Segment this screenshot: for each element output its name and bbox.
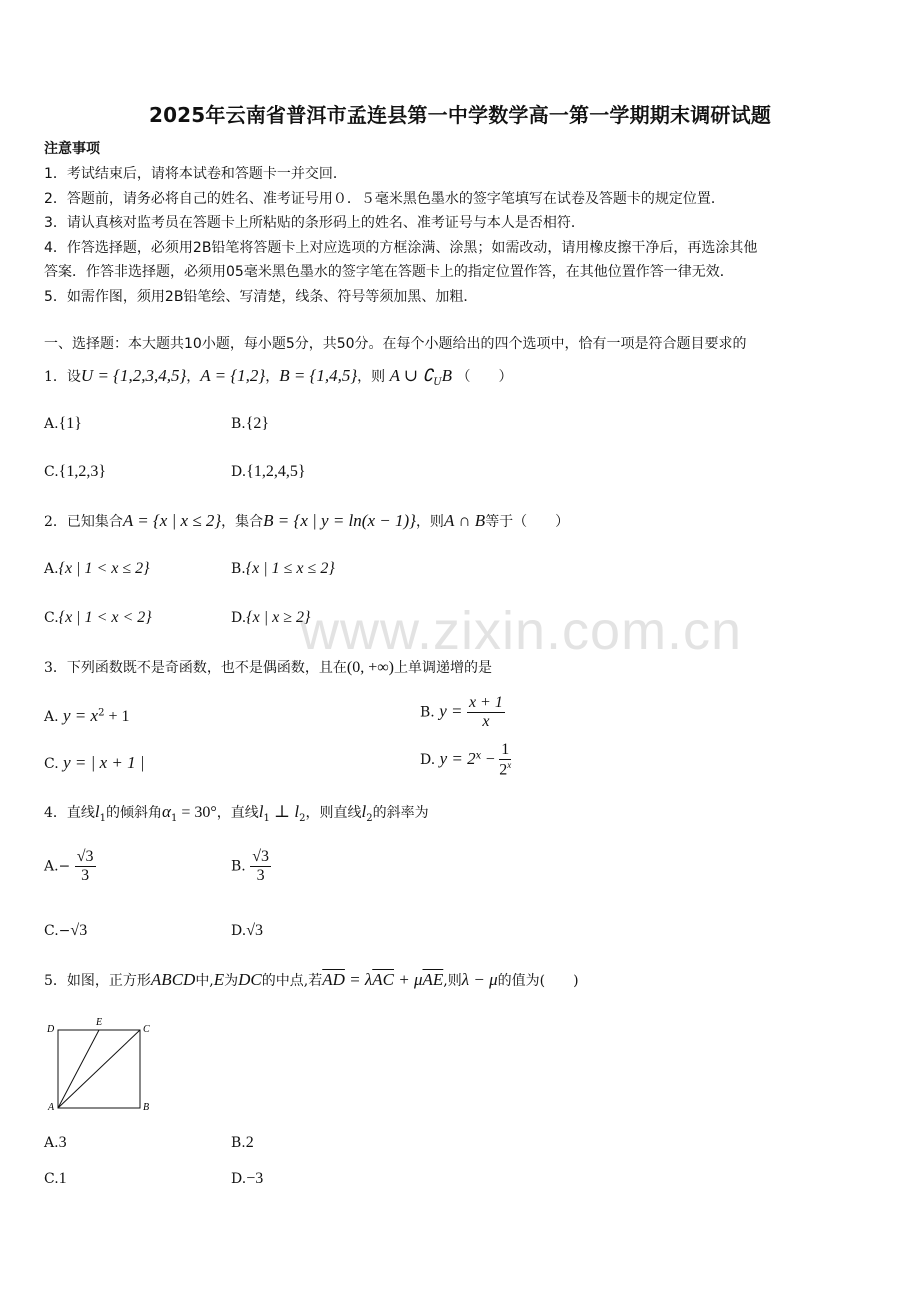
q4-option-a-numerator: √3 (76, 848, 94, 865)
q3-option-c (44, 753, 145, 773)
q5-number: 5．如图，正方形 (44, 973, 151, 989)
q1-number: 1．设 (44, 369, 81, 385)
q3-option-d-fraction (499, 741, 511, 779)
q5-option-a (44, 1134, 67, 1152)
q4-perp-l1: l (258, 802, 264, 821)
q5-vector-ae: $\overline{AE}$ (422, 970, 444, 989)
q4-option-d-label: D. (231, 923, 247, 939)
question-3 (44, 657, 492, 677)
q2-set-a: A = {x | x ≤ 2} (122, 511, 222, 530)
q4-number: 4．直线 (44, 805, 95, 821)
q4-option-c (44, 922, 87, 940)
q4-line-l2-sub: 2 (366, 812, 373, 824)
q5-vector-ac: $\overline{AC}$ (372, 970, 394, 989)
q1-sep-1: ， (186, 369, 201, 385)
q1-tail: ，则 (357, 369, 386, 385)
q5-eq-mid-1: = λ (344, 970, 373, 989)
q1-set-a: A = {1,2} (200, 366, 266, 385)
q2-option-b-value: {x | 1 ≤ x ≤ 2} (245, 560, 335, 577)
q3-option-d-denominator: 2 (499, 761, 508, 779)
q3-option-b-denominator: x (482, 713, 490, 730)
q5-option-b-value: 2 (245, 1134, 254, 1151)
q4-option-c-label: C.− (44, 923, 71, 939)
q5-option-c (44, 1170, 67, 1188)
q3-option-a-label: A. (44, 709, 59, 725)
q4-text-3: ，则直线 (305, 805, 362, 821)
q5-option-b (231, 1134, 254, 1152)
q2-option-a-value: {x | 1 < x ≤ 2} (58, 560, 150, 577)
q2-option-b (231, 560, 335, 578)
q1-set-b: B = {1,4,5} (279, 366, 358, 385)
q2-option-a-label: A. (44, 561, 59, 577)
q5-label-d: D (47, 1024, 55, 1035)
q2-mid: ，集合 (221, 514, 264, 530)
q4-option-b-fraction (250, 848, 271, 885)
question-5 (44, 970, 579, 990)
q4-option-b-denominator: 3 (256, 867, 265, 884)
q1-sep-2: ， (265, 369, 280, 385)
q1-expression-sub: U (433, 376, 442, 388)
q5-option-a-value: 3 (58, 1134, 67, 1151)
q4-line-l1: l (94, 802, 100, 821)
q2-option-d (231, 609, 310, 627)
q1-option-b (231, 415, 269, 433)
q3-option-b-fraction (467, 694, 505, 731)
q1-option-a (44, 415, 82, 433)
q3-option-a-sup: 2 (98, 707, 105, 719)
notice-item-5: 5．如需作图，须用2B铅笔绘、写清楚，线条、符号等须加黑、加粗． (44, 289, 478, 305)
q3-option-b (420, 694, 505, 731)
q5-text-5: 的值为( ) (497, 973, 579, 989)
q1-option-d-value: {1,2,4,5} (246, 463, 306, 480)
q1-option-d (231, 463, 306, 481)
q3-option-d-prefix: y = 2 (439, 749, 476, 769)
notice-item-1: 1．考试结束后，请将本试卷和答题卡一并交回． (44, 166, 347, 182)
q3-option-c-value: y = | x + 1 | (63, 753, 145, 772)
q4-option-b-numerator: √3 (252, 848, 269, 865)
q5-segment-ac (58, 1030, 140, 1108)
q5-text-1: 中, (195, 973, 214, 989)
q4-line-l1-sub: 1 (99, 812, 107, 824)
q1-option-d-label: D. (231, 464, 247, 480)
q1-option-c (44, 463, 106, 481)
q5-option-a-label: A. (44, 1135, 59, 1151)
q5-square-figure (40, 1014, 160, 1118)
q4-line-l2: l (361, 802, 367, 821)
q1-option-a-value: {1} (58, 415, 82, 432)
q4-option-a-denominator: 3 (81, 867, 90, 884)
section-heading: 一、选择题：本大题共10小题，每小题5分，共50分。在每个小题给出的四个选项中，恰有一项是符合题目要求的 (44, 336, 747, 352)
notice-item-4-cont: 答案．作答非选择题，必须用05毫米黑色墨水的签字笔在答题卡上的指定位置作答，在其他位置作答一律无效． (44, 264, 734, 280)
q5-vector-ad: $\overline{AD}$ (322, 970, 345, 989)
q5-text-4: ,则 (443, 973, 462, 989)
q5-option-c-label: C. (44, 1171, 59, 1187)
q4-option-b (231, 848, 271, 885)
q4-text-1: 的倾斜角 (106, 805, 163, 821)
watermark: www.zixin.com.cn (300, 601, 743, 661)
question-1 (44, 366, 513, 388)
q3-option-b-numerator: x + 1 (468, 694, 503, 711)
q4-option-c-value: √3 (70, 922, 88, 939)
q4-option-b-label: B. (231, 858, 246, 875)
q3-option-d-label: D. (420, 752, 436, 769)
q4-perp-sub-2: 2 (299, 812, 306, 824)
q2-option-d-label: D. (231, 610, 247, 626)
q4-alpha: α (162, 802, 171, 821)
q4-option-d-value: √3 (246, 922, 263, 939)
q5-text-3: 的中点,若 (261, 973, 323, 989)
q2-option-a (44, 560, 150, 578)
q4-option-a (44, 848, 96, 885)
q3-option-d-sup: x (475, 750, 482, 762)
q1-option-c-value: {1,2,3} (58, 463, 107, 480)
notice-item-3: 3．请认真核对监考员在答题卡上所粘贴的条形码上的姓名、准考证号与本人是否相符． (44, 215, 585, 231)
q3-interval: (0, +∞) (346, 659, 394, 676)
q4-perp-mid: ⊥ l (269, 802, 300, 821)
q3-option-b-prefix: y = (439, 701, 463, 721)
q5-lambda-minus-mu: λ − μ (461, 970, 498, 989)
q5-label-a: A (48, 1102, 55, 1113)
q4-alpha-value: = 30° (177, 804, 217, 821)
question-2 (44, 511, 569, 531)
q2-option-c-value: {x | 1 < x < 2} (58, 609, 152, 626)
q5-label-c: C (143, 1024, 150, 1035)
q1-option-a-label: A. (44, 416, 59, 432)
q5-square-name: ABCD (150, 970, 196, 989)
q4-perp-sub-1: 1 (263, 812, 270, 824)
q2-option-b-label: B. (231, 561, 246, 577)
q1-paren: （ ） (456, 369, 513, 385)
q3-text: 3．下列函数既不是奇函数，也不是偶函数，且在 (44, 660, 347, 676)
q5-option-c-value: 1 (58, 1170, 67, 1187)
q3-option-a-tail: + 1 (104, 708, 130, 725)
notice-heading: 注意事项 (44, 141, 100, 157)
q3-option-a (44, 706, 129, 726)
q2-expression: A ∩ B (443, 511, 486, 530)
q1-option-b-label: B. (231, 416, 246, 432)
q3-option-b-label: B. (420, 704, 435, 721)
q3-option-d-minus: − (485, 751, 495, 769)
q5-text-2: 为 (224, 973, 239, 989)
q4-option-a-label: A.− (44, 858, 71, 875)
q5-option-d-label: D. (231, 1171, 247, 1187)
q5-point-e: E (213, 970, 225, 989)
q5-segment-dc: DC (238, 970, 262, 989)
q1-set-u: U = {1,2,3,4,5} (80, 366, 187, 385)
q3-option-c-label: C. (44, 756, 59, 772)
q5-label-b: B (143, 1102, 150, 1113)
q4-text-2: ，直线 (216, 805, 259, 821)
q4-option-a-fraction (75, 848, 96, 885)
notice-item-4: 4．作答选择题，必须用2B铅笔将答题卡上对应选项的方框涂满、涂黑；如需改动，请用橡皮擦干净后，再选涂其他 (44, 240, 758, 256)
q4-text-4: 的斜率为 (372, 805, 429, 821)
page-title: 2025年云南省普洱市孟连县第一中学数学高一第一学期期末调研试题 (148, 103, 772, 127)
q3-option-d (420, 741, 511, 779)
q5-option-d-value: −3 (246, 1170, 264, 1187)
q1-option-b-value: {2} (245, 415, 270, 432)
q2-tail-2: 等于（ ） (485, 514, 570, 530)
q3-option-d-numerator: 1 (501, 741, 510, 758)
q5-segment-ae (58, 1030, 99, 1108)
q5-option-d (231, 1170, 263, 1188)
q2-option-c (44, 609, 152, 627)
q4-alpha-sub: 1 (170, 812, 178, 824)
q3-option-d-denominator-sup: x (507, 760, 512, 770)
q1-expression: A ∪ ∁ (389, 366, 434, 385)
q3-option-a-value: y = x (63, 706, 99, 725)
q5-label-e: E (96, 1017, 103, 1028)
notice-item-2: 2．答题前，请务必将自己的姓名、准考证号用０．５毫米黑色墨水的签字笔填写在试卷及答题卡的规定位置． (44, 191, 725, 207)
q4-option-d (231, 922, 263, 940)
q1-expression-b: B (441, 366, 453, 385)
q2-tail: ，则 (415, 514, 444, 530)
q5-option-b-label: B. (231, 1135, 246, 1151)
q5-eq-mid-2: + μ (393, 970, 423, 989)
q2-set-b: B = {x | y = ln(x − 1)} (263, 511, 416, 530)
question-4 (44, 802, 429, 824)
q3-tail: 上单调递增的是 (394, 660, 492, 676)
q2-option-c-label: C. (44, 610, 59, 626)
q2-number: 2．已知集合 (44, 514, 123, 530)
q1-option-c-label: C. (44, 464, 59, 480)
q2-option-d-value: {x | x ≥ 2} (246, 609, 311, 626)
